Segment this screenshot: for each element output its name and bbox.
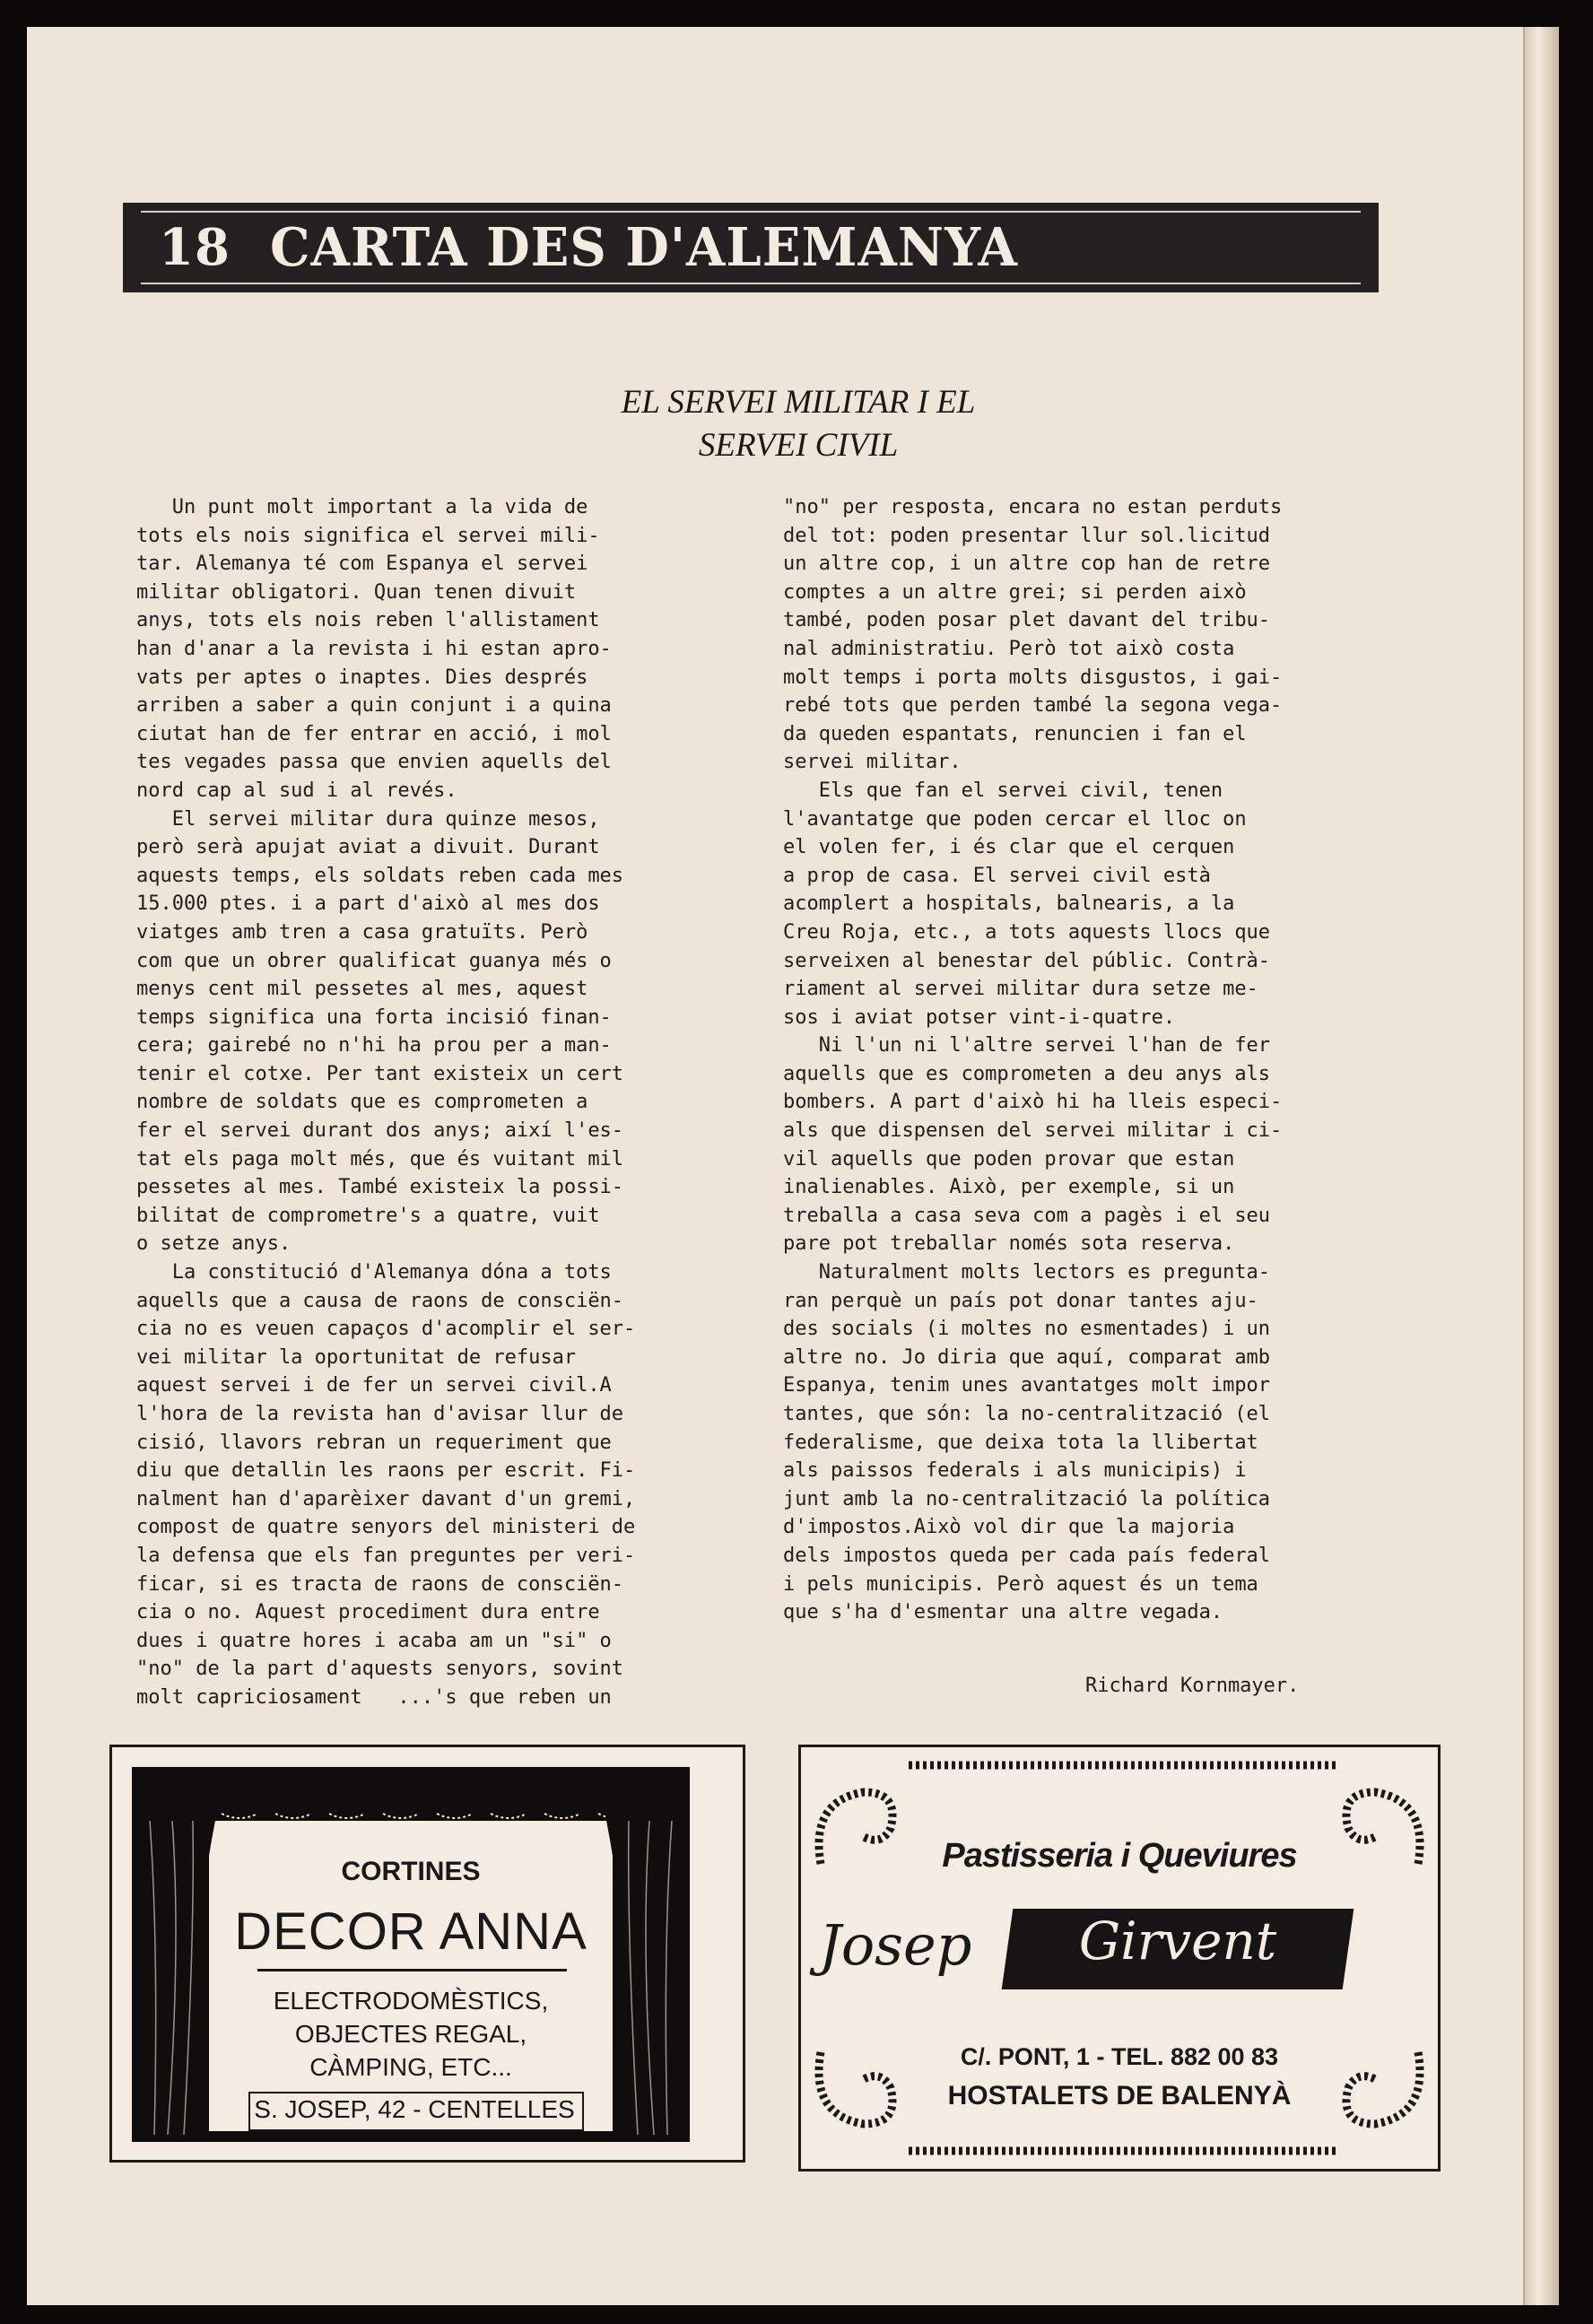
text-line: anys, tots els nois reben l'allistament bbox=[136, 609, 600, 632]
text-line: Naturalment molts lectors es pregunta- bbox=[783, 1261, 1271, 1284]
text-line: cera; gairebé no n'hi ha prou per a man- bbox=[136, 1034, 612, 1058]
text-line: vil aquells que poden provar que estan bbox=[783, 1147, 1235, 1171]
ad-address: S. JOSEP, 42 - CENTELLES bbox=[254, 2095, 575, 2123]
text-line: junt amb la no-centralització la política bbox=[783, 1487, 1271, 1510]
text-line: sos i aviat potser vint-i-quatre. bbox=[783, 1005, 1176, 1029]
text-line: bilitat de comprometre's a quatre, vuit bbox=[136, 1204, 600, 1227]
author-signature: Richard Kornmayer. bbox=[1085, 1675, 1300, 1697]
text-line: pare pot treballar només sota reserva. bbox=[783, 1232, 1235, 1256]
text-line: Els que fan el servei civil, tenen bbox=[783, 779, 1223, 802]
text-line: nal administratiu. Però tot això costa bbox=[783, 637, 1235, 660]
text-line: serveixen al benestar del públic. Contrà- bbox=[783, 949, 1271, 972]
text-line: treballa a casa seva com a pagès i el seu bbox=[783, 1204, 1271, 1227]
text-line: riament al servei militar dura setze me- bbox=[783, 978, 1258, 1001]
ad-line-3: CÀMPING, ETC... bbox=[309, 2053, 512, 2081]
text-line: militar obligatori. Quan tenen divuit bbox=[136, 580, 577, 604]
ad-line-2: OBJECTES REGAL, bbox=[294, 2020, 527, 2048]
text-line: un altre cop, i un altre cop han de retre bbox=[783, 553, 1271, 576]
text-line: a prop de casa. El servei civil està bbox=[783, 864, 1211, 887]
ad-decor-anna-name: DECOR ANNA bbox=[234, 1902, 588, 1961]
text-line: però serà apujat aviat a divuit. Durant bbox=[136, 836, 600, 859]
text-line: l'hora de la revista han d'avisar llur de bbox=[136, 1403, 624, 1425]
text-line: federalisme, que deixa tota la llibertat bbox=[783, 1431, 1258, 1454]
text-line: cisió, llavors rebran un requeriment que bbox=[136, 1431, 612, 1454]
text-line: altre no. Jo diria que aquí, comparat amb bbox=[783, 1345, 1271, 1369]
text-line: ficar, si es tracta de raons de consciën- bbox=[136, 1572, 624, 1596]
text-line: inalienables. Això, per exemple, si un bbox=[783, 1176, 1235, 1199]
text-line: vei militar la oportunitat de refusar bbox=[136, 1345, 577, 1369]
text-line: cia o no. Aquest procediment dura entre bbox=[136, 1601, 600, 1624]
text-line: Espanya, tenim unes avantatges molt impor bbox=[783, 1374, 1271, 1397]
ad-contact: C/. PONT, 1 - TEL. 882 00 83 bbox=[960, 2043, 1279, 2070]
ad-line-1: ELECTRODOMÈSTICS, bbox=[273, 1987, 549, 2015]
text-line: la defensa que els fan preguntes per veri- bbox=[136, 1544, 636, 1567]
text-line: tes vegades passa que envien aquells del bbox=[136, 751, 612, 774]
text-line: que s'ha d'esmentar una altre vegada. bbox=[783, 1601, 1223, 1624]
page-binding bbox=[1523, 27, 1559, 2305]
page-number: 18 bbox=[159, 218, 231, 277]
text-line: nalment han d'aparèixer davant d'un gremi, bbox=[136, 1487, 636, 1510]
text-line: Creu Roja, etc., a tots aquests llocs que bbox=[783, 920, 1271, 944]
text-line: aquells que a causa de raons de consciën- bbox=[136, 1289, 624, 1312]
ad-josep-girvent bbox=[798, 1745, 1441, 2172]
text-line: molt temps i porta molts disgustos, i gai- bbox=[783, 666, 1283, 689]
text-line: d'impostos.Això vol dir que la majoria bbox=[783, 1516, 1235, 1539]
ad-shop-title: Pastisseria i Queviures bbox=[942, 1837, 1297, 1875]
article-title-line-1: EL SERVEI MILITAR I EL bbox=[621, 384, 976, 421]
article-title bbox=[475, 381, 1121, 467]
text-line: el volen fer, i és clar que el cerquen bbox=[783, 836, 1235, 859]
text-line: Un punt molt important a la vida de bbox=[136, 496, 588, 518]
text-line: o setze anys. bbox=[136, 1232, 292, 1256]
text-line: i pels municipis. Però aquest és un tema bbox=[783, 1572, 1258, 1596]
text-line: viatges amb tren a casa gratuïts. Però bbox=[136, 920, 588, 944]
text-line: compost de quatre senyors del ministeri de bbox=[136, 1516, 636, 1539]
text-line: l'avantatge que poden cercar el lloc on bbox=[783, 807, 1247, 831]
text-line: aquells que es comprometen a deu anys als bbox=[783, 1062, 1271, 1085]
text-line: "no" per resposta, encara no estan perduts bbox=[783, 496, 1283, 518]
text-line: fer el servei durant dos anys; així l'es- bbox=[136, 1119, 624, 1143]
text-line: bombers. A part d'això hi ha lleis especi- bbox=[783, 1091, 1283, 1114]
text-line: han d'anar a la revista i hi estan apro- bbox=[136, 637, 612, 660]
text-line: La constitució d'Alemanya dóna a tots bbox=[136, 1261, 612, 1284]
text-line: tat els paga molt més, que és vuitant mil bbox=[136, 1147, 624, 1171]
text-line: 15.000 ptes. i a part d'això al mes dos bbox=[136, 892, 600, 916]
text-line: des socials (i moltes no esmentades) i un bbox=[783, 1318, 1271, 1341]
text-line: dels impostos queda per cada país federal bbox=[783, 1544, 1271, 1567]
text-line: molt capriciosament ...'s que reben un bbox=[136, 1685, 612, 1709]
section-title: CARTA DES D'ALEMANYA bbox=[269, 216, 1018, 279]
text-line: com que un obrer qualificat guanya més o bbox=[136, 949, 612, 972]
ad-place: HOSTALETS DE BALENYÀ bbox=[947, 2081, 1292, 2111]
text-line: rebé tots que perden també la segona vega- bbox=[783, 694, 1283, 718]
text-line: "no" de la part d'aquests senyors, sovint bbox=[136, 1658, 624, 1681]
text-line: pessetes al mes. També existeix la possi- bbox=[136, 1176, 624, 1199]
ad-decor-anna bbox=[109, 1745, 745, 2163]
text-line: arriben a saber a quin conjunt i a quina bbox=[136, 694, 612, 718]
text-line: tots els nois significa el servei mili- bbox=[136, 524, 600, 547]
text-line: tar. Alemanya té com Espanya el servei bbox=[136, 553, 588, 576]
text-line: servei militar. bbox=[783, 751, 962, 774]
article-column-right bbox=[783, 493, 1420, 1627]
text-line: temps significa una forta incisió finan- bbox=[136, 1005, 612, 1029]
text-line: ran perquè un país pot donar tantes aju- bbox=[783, 1289, 1258, 1312]
text-line: tenir el cotxe. Per tant existeix un cert bbox=[136, 1062, 624, 1085]
section-header bbox=[123, 203, 1379, 292]
text-line: Ni l'un ni l'altre servei l'han de fer bbox=[783, 1034, 1271, 1058]
text-line: vats per aptes o inaptes. Dies després bbox=[136, 666, 588, 689]
text-line: acomplert a hospitals, balnearis, a la bbox=[783, 892, 1235, 916]
text-line: menys cent mil pessetes al mes, aquest bbox=[136, 978, 588, 1001]
text-line: aquest servei i de fer un servei civil.A bbox=[136, 1374, 612, 1397]
text-line: als que dispensen del servei militar i ci- bbox=[783, 1119, 1283, 1143]
text-line: comptes a un altre grei; si perden això bbox=[783, 580, 1247, 604]
text-line: da queden espantats, renuncien i fan el bbox=[783, 722, 1247, 745]
article-column-left bbox=[136, 493, 755, 1712]
article-title-line-2: SERVEI CIVIL bbox=[698, 427, 899, 464]
text-line: ciutat han de fer entrar en acció, i mol bbox=[136, 722, 612, 745]
curtain-stage-graphic bbox=[132, 1767, 690, 2142]
ad-divider bbox=[257, 1969, 567, 1971]
ad-cortines-label: CORTINES bbox=[341, 1857, 481, 1886]
text-line: també, poden posar plet davant del tribu- bbox=[783, 609, 1271, 632]
magazine-page bbox=[27, 27, 1559, 2305]
ad-name-last: Girvent bbox=[1078, 1911, 1277, 1971]
text-line: tantes, que són: la no-centralització (el bbox=[783, 1403, 1271, 1425]
text-line: nombre de soldats que es comprometen a bbox=[136, 1091, 588, 1114]
text-line: del tot: poden presentar llur sol.licitud bbox=[783, 524, 1271, 547]
text-line: diu que detallin les raons per escrit. Fi- bbox=[136, 1459, 636, 1483]
text-line: dues i quatre hores i acaba am un "si" o bbox=[136, 1629, 612, 1652]
text-line: als paissos federals i als municipis) i bbox=[783, 1459, 1247, 1483]
text-line: nord cap al sud i al revés. bbox=[136, 779, 457, 802]
text-line: aquests temps, els soldats reben cada mes bbox=[136, 864, 624, 887]
text-line: El servei militar dura quinze mesos, bbox=[136, 807, 600, 831]
ad-name-first: Josep bbox=[819, 1912, 972, 1978]
text-line: cia no es veuen capaços d'acomplir el ser- bbox=[136, 1318, 636, 1341]
